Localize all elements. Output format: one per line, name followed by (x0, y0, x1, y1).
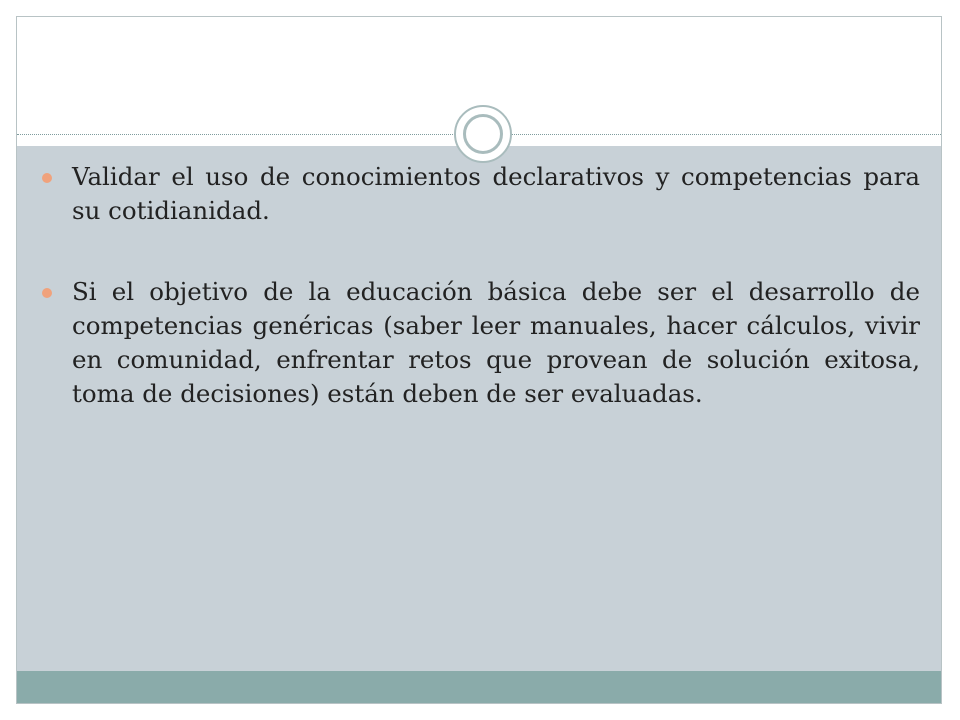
bullet-list (40, 160, 920, 458)
footer-band (17, 671, 941, 704)
bullet-item-1 (40, 160, 920, 228)
dot-bullet-icon (42, 288, 52, 298)
circle-ornament-inner (463, 114, 503, 154)
bullet-text-1: Validar el uso de conocimientos declarativos y competencias para su cotidianidad. (72, 162, 920, 225)
bullet-item-2 (40, 275, 920, 411)
dot-bullet-icon (42, 173, 52, 183)
bullet-text-2: Si el objetivo de la educación básica debe ser el desarrollo de competencias genéricas (saber leer manuales, hacer cálculos, vivir en comunidad, enfrentar retos que provean de solución exitosa, toma de decisiones) están deben de ser evaluadas. (72, 277, 920, 408)
circle-ornament-icon (454, 105, 512, 163)
